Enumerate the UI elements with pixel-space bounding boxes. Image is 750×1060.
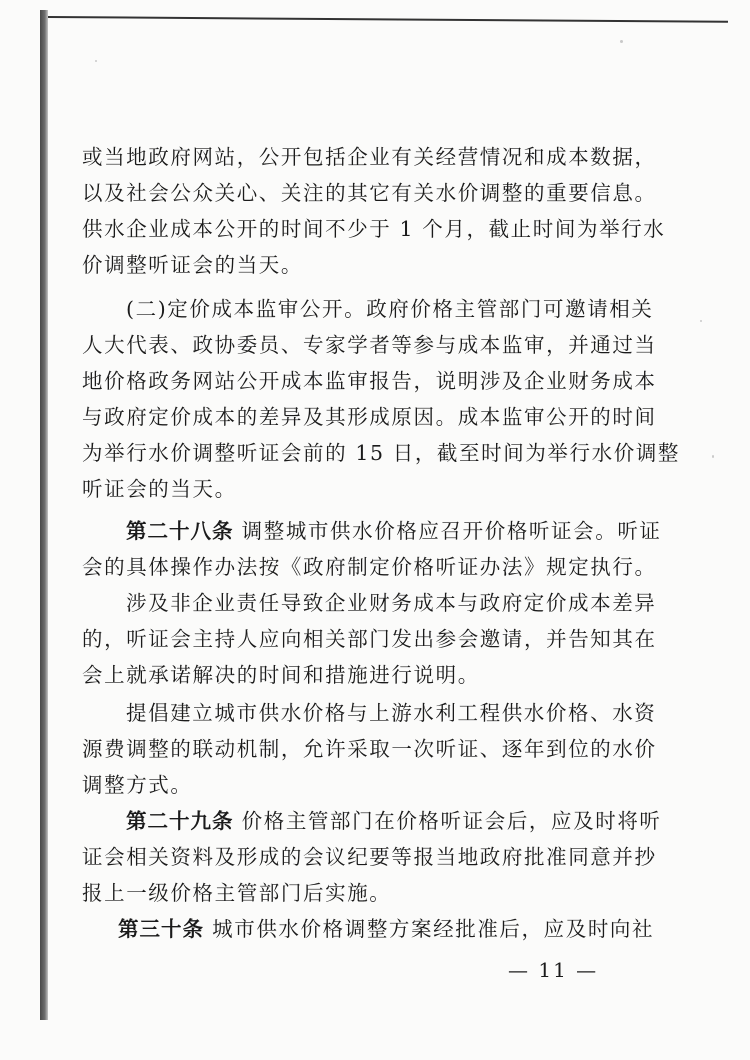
text-line: 为举行水价调整听证会前的 15 日，截至时间为举行水价调整 (82, 441, 681, 465)
text-line: 涉及非企业责任导致企业财务成本与政府定价成本差异 (126, 591, 657, 615)
scan-speckle (95, 60, 97, 62)
scan-speckle (620, 40, 623, 43)
article-28-heading: 第二十八条 (126, 519, 234, 543)
text-line: 报上一级价格主管部门后实施。 (82, 881, 392, 905)
text-line: 价调整听证会的当天。 (82, 253, 303, 277)
binding-edge-shadow (40, 10, 48, 1020)
article-29-line (126, 804, 662, 834)
text-line: 提倡建立城市供水价格与上游水利工程供水价格、水资 (126, 701, 657, 725)
scan-speckle (712, 455, 714, 458)
text-line: 听证会的当天。 (82, 477, 237, 501)
article-28-text: 调整城市供水价格应召开价格听证会。听证 (241, 519, 662, 543)
article-28-line (126, 514, 662, 544)
text-line: 以及社会公众关心、关注的其它有关水价调整的重要信息。 (82, 181, 657, 205)
text-line: 调整方式。 (82, 773, 193, 797)
article-29-heading: 第二十九条 (126, 809, 234, 833)
top-edge-line (48, 16, 728, 23)
text-line: 地价格政务网站公开成本监审报告，说明涉及企业财务成本 (82, 369, 657, 393)
text-line: 或当地政府网站，公开包括企业有关经营情况和成本数据， (82, 145, 657, 169)
page-number: — 11 — (508, 958, 599, 982)
text-line: 与政府定价成本的差异及其形成原因。成本监审公开的时间 (82, 405, 657, 429)
article-30-text: 城市供水价格调整方案经批准后，应及时向社 (212, 917, 655, 941)
article-30-heading: 第三十条 (118, 917, 204, 941)
article-29-text: 价格主管部门在价格听证会后，应及时将听 (241, 809, 662, 833)
text-line: 证会相关资料及形成的会议纪要等报当地政府批准同意并抄 (82, 845, 657, 869)
section-heading-2: (二)定价成本监审公开。政府价格主管部门可邀请相关 (126, 297, 654, 321)
text-line: 的，听证会主持人应向相关部门发出参会邀请，并告知其在 (82, 627, 657, 651)
scan-speckle (700, 320, 702, 322)
article-30-line (118, 912, 654, 942)
text-line: 会上就承诺解决的时间和措施进行说明。 (82, 663, 480, 687)
text-line: 供水企业成本公开的时间不少于 1 个月，截止时间为举行水 (82, 217, 666, 241)
text-line: 会的具体操作办法按《政府制定价格听证办法》规定执行。 (82, 555, 657, 579)
text-line: 人大代表、政协委员、专家学者等参与成本监审，并通过当 (82, 333, 657, 357)
text-line: 源费调整的联动机制，允许采取一次听证、逐年到位的水价 (82, 737, 657, 761)
